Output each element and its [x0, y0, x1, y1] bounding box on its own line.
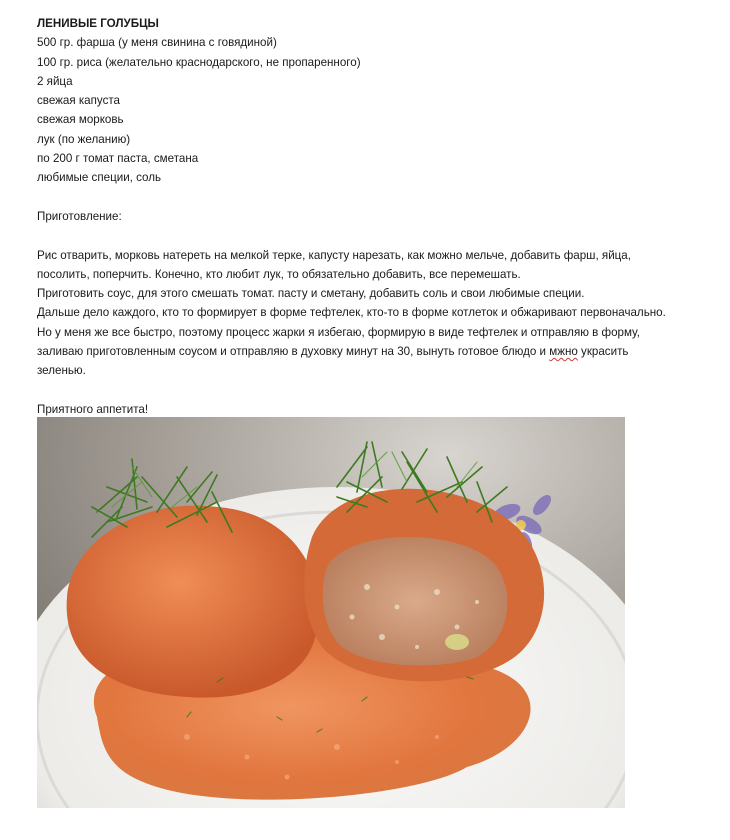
ingredient-line: лук (по желанию)	[37, 132, 131, 146]
step-line	[37, 342, 723, 361]
ingredients-list	[37, 33, 723, 187]
ingredient-line: свежая морковь	[37, 113, 124, 127]
ingredient-line: 500 гр. фарша (у меня свинина с говядиной)	[37, 36, 277, 50]
ingredient-line: 100 гр. риса (желательно краснодарского, не пропаренного)	[37, 55, 361, 69]
ingredient-line: любимые специи, соль	[37, 171, 162, 185]
meat-filling	[323, 537, 508, 665]
step-line: посолить, поперчить. Конечно, кто любит лук, то обязательно добавить, все перемешать.	[37, 267, 521, 281]
ingredient-line: по 200 г томат паста, сметана	[37, 152, 199, 166]
recipe-title: ЛЕНИВЫЕ ГОЛУБЦЫ	[37, 17, 159, 30]
misspelled-word[interactable]: мжно	[549, 345, 578, 359]
document-body	[37, 14, 723, 419]
ingredient-line: свежая капуста	[37, 94, 120, 108]
step-text: украсить	[581, 345, 629, 359]
step-line: Но у меня же все быстро, поэтому процесс жарки я избегаю, формирую в виде тефтелек и отправляю в форму,	[37, 325, 640, 339]
step-line: Рис отварить, морковь натереть на мелкой терке, капусту нарезать, как можно мельче, добавить фарш, яйца,	[37, 248, 631, 262]
food-photo	[37, 417, 625, 808]
ingredient-line: 2 яйца	[37, 74, 73, 88]
step-text: заливаю приготовленным соусом и отправляю в духовку минут на 30, вынуть готовое блюдо и	[37, 345, 546, 359]
preparation-heading: Приготовление:	[37, 209, 122, 223]
step-line: Дальше дело каждого, кто то формирует в форме тефтелек, кто-то в форме котлеток и обжаривают первоначально.	[37, 306, 666, 320]
step-line: Приготовить соус, для этого смешать томат. пасту и сметану, добавить соль и свои любимые специи.	[37, 287, 585, 301]
food-photo-illustration	[37, 417, 625, 808]
step-line: зеленью.	[37, 364, 86, 378]
preparation-steps	[37, 246, 723, 381]
closing-text: Приятного аппетита!	[37, 402, 149, 416]
